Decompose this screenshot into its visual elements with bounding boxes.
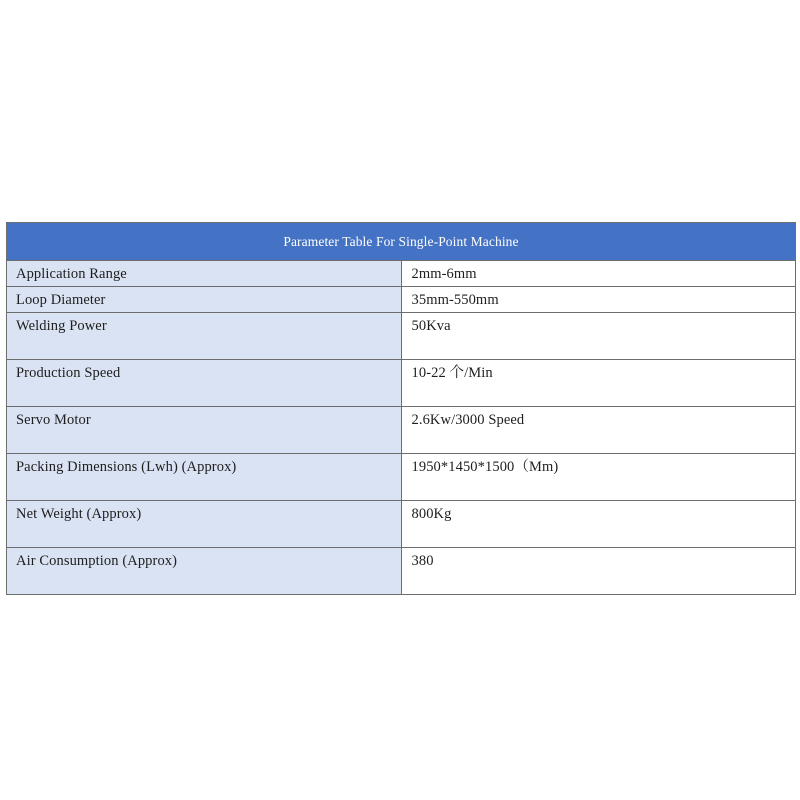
row-label — [7, 287, 402, 313]
row-value — [401, 261, 796, 287]
table-title: Parameter Table For Single-Point Machine — [7, 223, 796, 261]
row-value-text: 35mm-550mm — [411, 292, 499, 308]
row-label-text: Air Consumption (Approx) — [16, 553, 178, 569]
table-row — [7, 548, 796, 595]
table-row — [7, 287, 796, 313]
table-row — [7, 454, 796, 501]
row-label — [7, 261, 402, 287]
table-row — [7, 261, 796, 287]
row-label-text: Loop Diameter — [16, 292, 106, 308]
row-value-text: 1950*1450*1500（Mm) — [411, 459, 559, 475]
row-label — [7, 313, 402, 360]
table-header-row — [7, 223, 796, 261]
row-value-text: 2.6Kw/3000 Speed — [411, 412, 525, 428]
row-label — [7, 548, 402, 595]
row-label-text: Welding Power — [16, 318, 107, 334]
row-label-text: Servo Motor — [16, 412, 91, 428]
row-label-text: Packing Dimensions (Lwh) (Approx) — [16, 459, 237, 475]
row-label — [7, 360, 402, 407]
table-row — [7, 501, 796, 548]
row-label-text: Application Range — [16, 266, 127, 282]
table-row — [7, 360, 796, 407]
row-value-text: 50Kva — [411, 318, 451, 334]
row-value — [401, 454, 796, 501]
table-row — [7, 313, 796, 360]
row-label-text: Production Speed — [16, 365, 121, 381]
row-label-text: Net Weight (Approx) — [16, 506, 142, 522]
row-value — [401, 548, 796, 595]
row-value-text: 800Kg — [411, 506, 452, 522]
row-value — [401, 407, 796, 454]
row-value-text: 380 — [411, 553, 434, 569]
row-value-text: 10-22 个/Min — [411, 365, 493, 381]
row-value — [401, 287, 796, 313]
row-value-text: 2mm-6mm — [411, 266, 477, 282]
row-value — [401, 313, 796, 360]
row-value — [401, 501, 796, 548]
row-label — [7, 501, 402, 548]
row-label — [7, 407, 402, 454]
row-label — [7, 454, 402, 501]
parameter-table — [6, 222, 796, 595]
row-value — [401, 360, 796, 407]
table-row — [7, 407, 796, 454]
